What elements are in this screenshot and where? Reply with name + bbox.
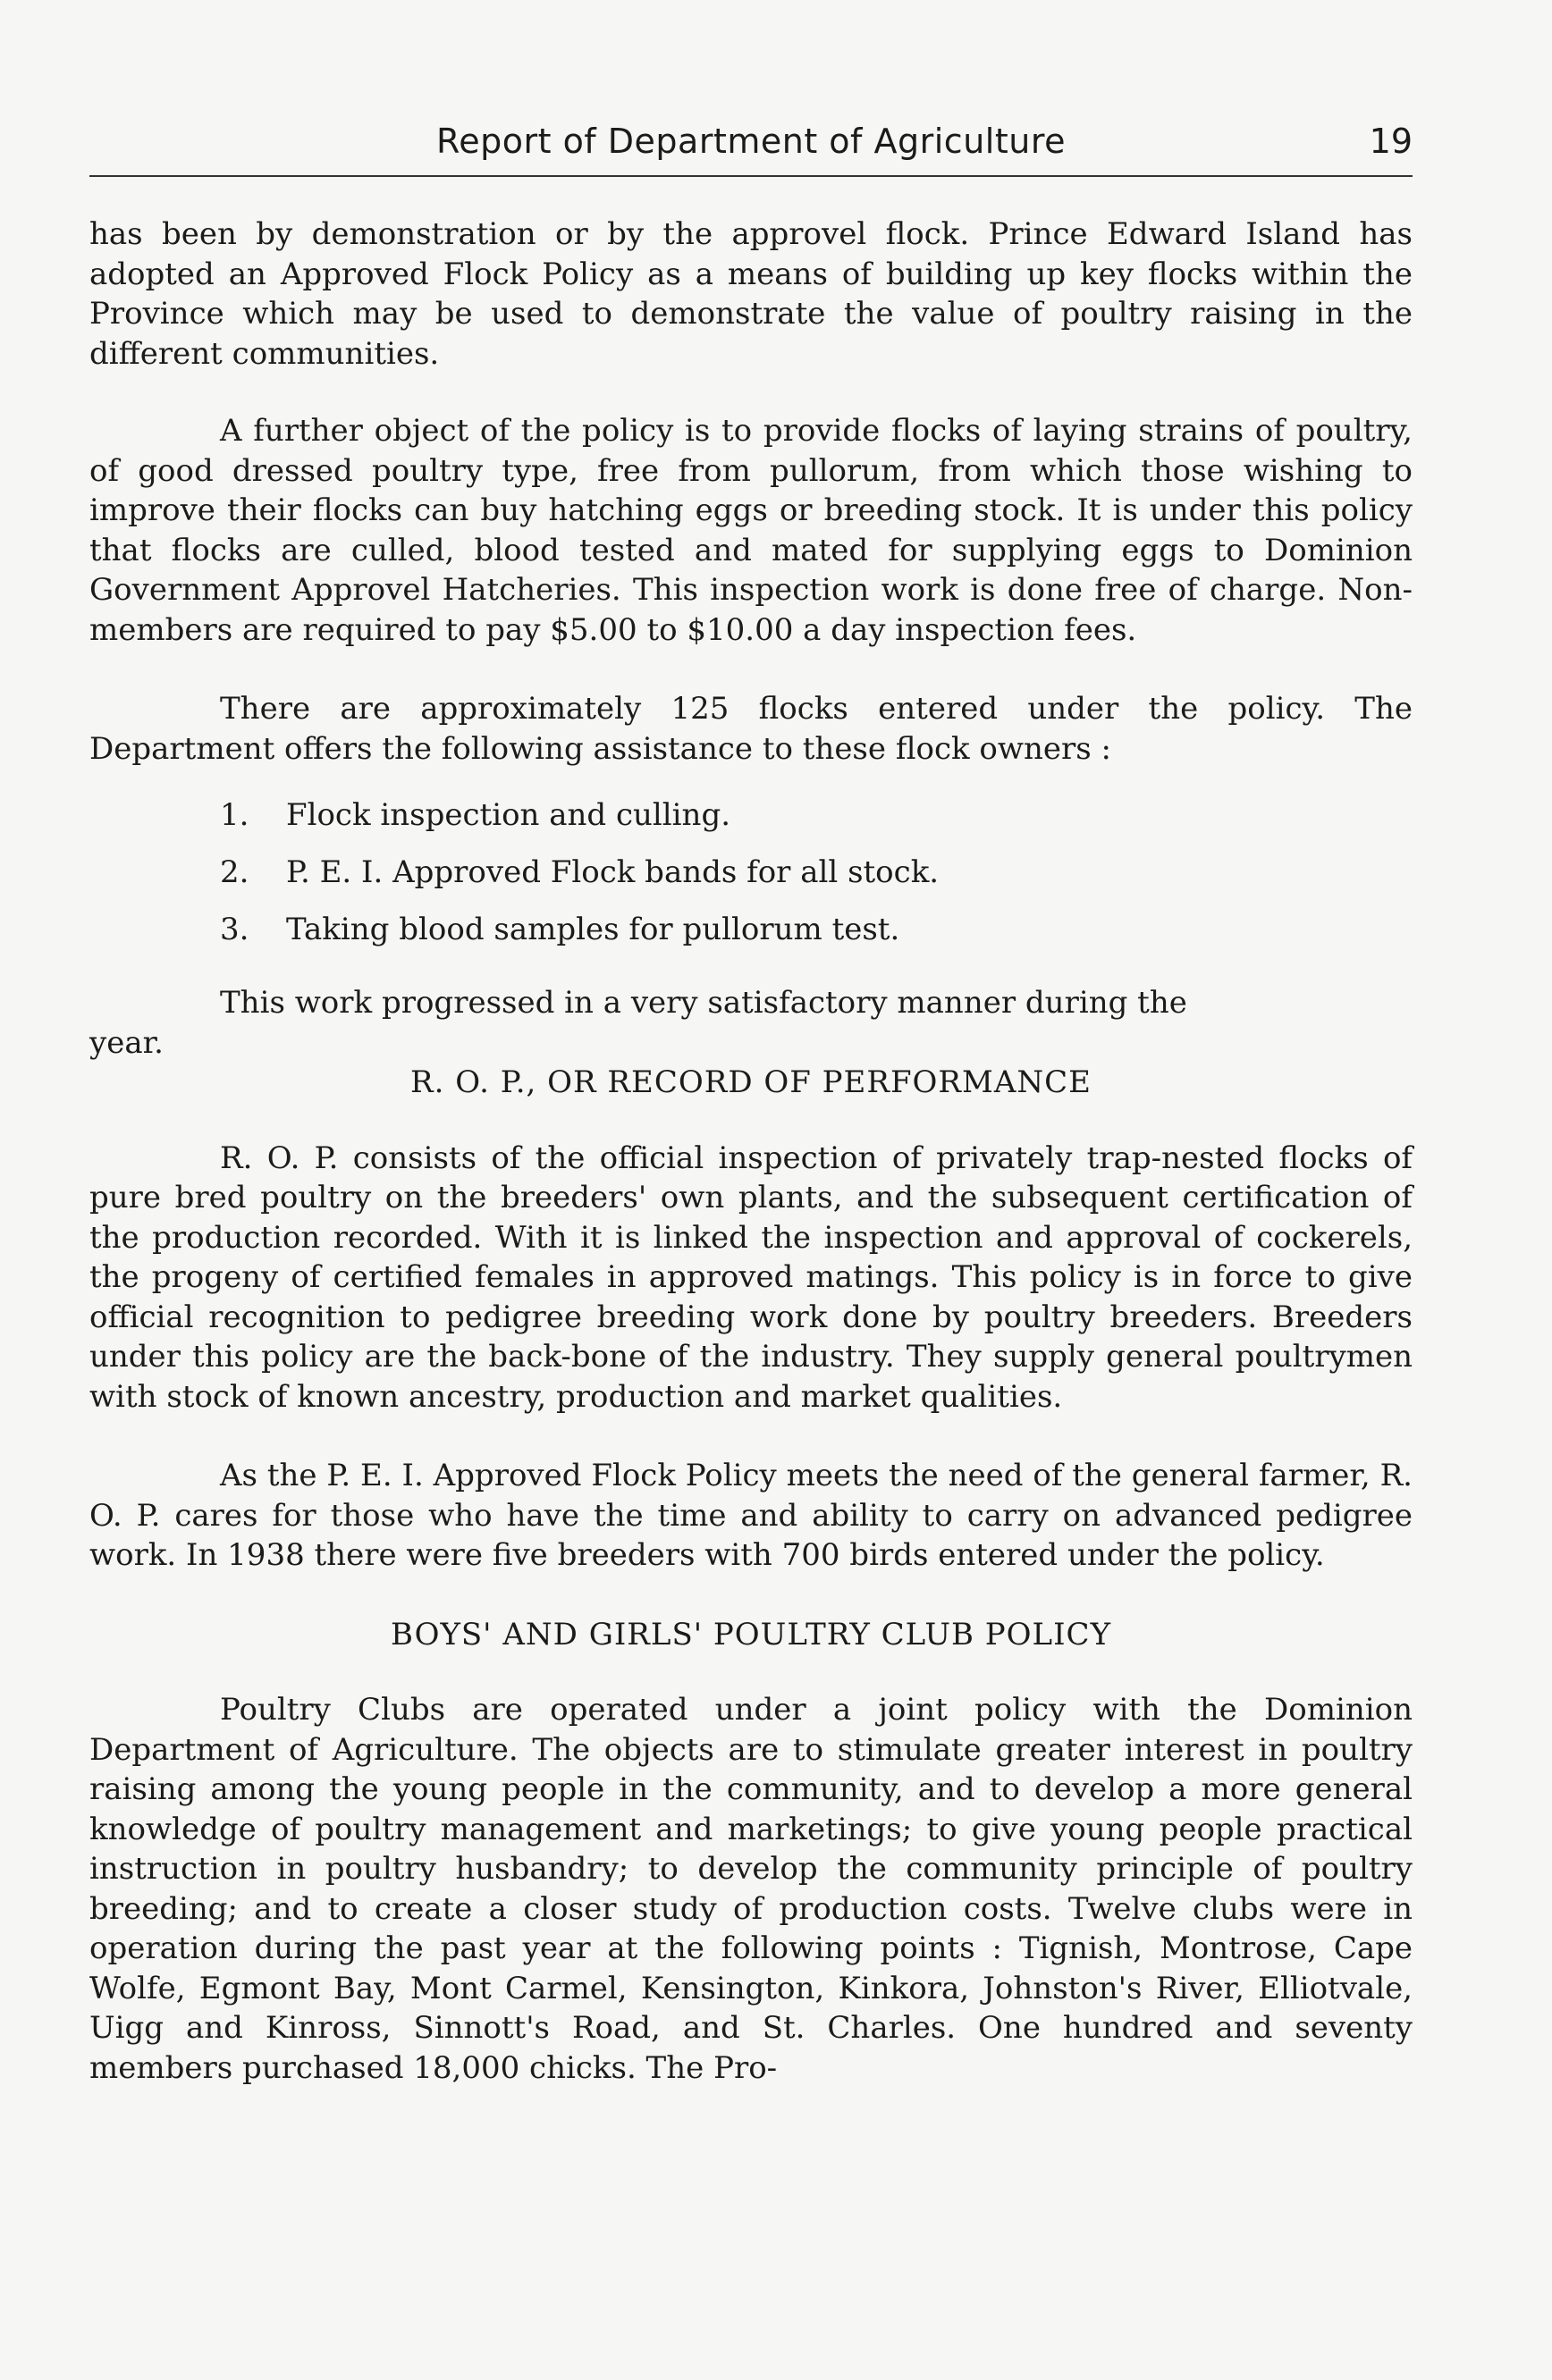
- list-item: [220, 901, 1413, 958]
- list-item-number: 1.: [220, 797, 249, 833]
- list-item: [220, 786, 1413, 844]
- paragraph: has been by demonstration or by the approvel flock. Prince Edward Island has adopted an Approved Flock Policy as a means of building up key flocks within the Province which may be used to demonstrate the value of poultry raising in the different communities.: [89, 216, 1413, 372]
- assistance-list: [89, 786, 1413, 958]
- paragraph: Poultry Clubs are operated under a joint policy with the Dominion Department of Agriculture. The objects are to stimulate greater interest in poultry raising among the young people in the community, and to develop a more general knowledge of poultry management and marketings; to give young people practical instruction in poultry husbandry; to develop the community principle of poultry breeding; and to create a closer study of production costs. Twelve clubs were in operation during the past year at the following points : Tignish, Montrose, Cape Wolfe, Egmont Bay, Mont Carmel, Kensington, Kinkora, Johnston's River, Elliotvale, Uigg and Kinross, Sinnott's Road, and St. Charles. One hundred and seventy members purchased 18,000 chicks. The Pro-: [89, 1692, 1413, 2086]
- list-item-text: Flock inspection and culling.: [286, 797, 731, 833]
- page-body: [89, 214, 1413, 2127]
- paragraph: A further object of the policy is to provide flocks of laying strains of poultry, of good dressed poultry type, free from pullorum, from which those wishing to improve their flocks can buy hatching eggs or breeding stock. It is under this policy that flocks are culled, blood tested and mated for supplying eggs to Dominion Government Approvel Hatcheries. This inspection work is done free of charge. Non-members are required to pay $5.00 to $10.00 a day inspection fees.: [89, 413, 1413, 648]
- paragraph: R. O. P. consists of the official inspection of privately trap-nested flocks of pure bred poultry on the breeders' own plants, and the subsequent certification of the production recorded. With it is linked the inspection and approval of cockerels, the progeny of certified females in approved matings. This policy is in force to give official recognition to pedigree breeding work done by poultry breeders. Breeders under this policy are the back-bone of the industry. They supply general poultrymen with stock of known ancestry, production and market qualities.: [89, 1140, 1413, 1415]
- header-title: Report of Department of Agriculture: [436, 122, 1066, 161]
- page-number: 19: [1369, 122, 1413, 161]
- paragraph: As the P. E. I. Approved Flock Policy meets the need of the general farmer, R. O. P. cares for those who have the time and ability to carry on advanced pedigree work. In 1938 there were five breeders with 700 birds entered under the policy.: [89, 1458, 1413, 1573]
- list-item-text: Taking blood samples for pullorum test.: [286, 912, 900, 947]
- paragraph-continuation: year.: [89, 1024, 164, 1061]
- list-item-number: 3.: [220, 912, 249, 947]
- list-item-number: 2.: [220, 854, 249, 890]
- paragraph: This work progressed in a very satisfactory manner during the: [220, 985, 1187, 1021]
- list-item-text: P. E. I. Approved Flock bands for all stock.: [286, 854, 940, 890]
- running-header: [89, 122, 1413, 177]
- paragraph: There are approximately 125 flocks entered under the policy. The Department offers the following assistance to these flock owners :: [89, 691, 1413, 767]
- section-heading-rop: R. O. P., OR RECORD OF PERFORMANCE: [410, 1064, 1092, 1100]
- list-item: [220, 844, 1413, 901]
- section-heading-clubs: BOYS' AND GIRLS' POULTRY CLUB POLICY: [390, 1616, 1112, 1653]
